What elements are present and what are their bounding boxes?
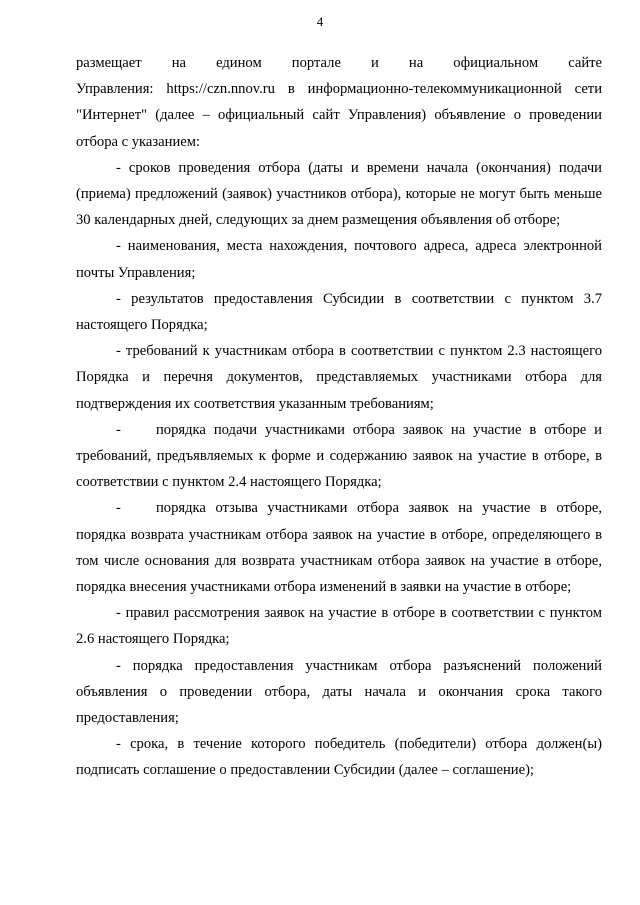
paragraph-agreement-deadline: - срока, в течение которого победитель (победители) отбора должен(ы) подписать соглашение о предоставлении Субсидии (далее – соглашение); — [76, 736, 602, 779]
paragraph-clarifications: - порядка предоставления участникам отбора разъяснений положений объявления о проведении отбора, даты начала и окончания срока такого предоставления; — [76, 657, 602, 727]
paragraph-withdrawal-order — [76, 495, 602, 600]
paragraph-submission-order — [76, 417, 602, 496]
paragraph-intro: Управления: https://czn.nnov.ru в информационно-телекоммуникационной сети "Интернет" (далее – официальный сайт Управления) объявление о проведении отбора с указанием: — [76, 81, 602, 150]
paragraph-results: - результатов предоставления Субсидии в соответствии с пунктом 3.7 настоящего Порядка; — [76, 290, 602, 334]
paragraph-deadlines: - сроков проведения отбора (даты и времени начала (окончания) подачи (приема) предложений (заявок) участников отбора), которые не могут быть меньше 30 календарных дней, следующих за днем размещения объявления об отборе; — [76, 159, 602, 229]
paragraph-text: порядка подачи участниками отбора заявок на участие в отборе и требований, предъявляемых к форме и содержанию заявок на участие в отборе, в соответствии с пунктом 2.4 настоящего Порядка; — [76, 421, 602, 491]
document-body — [76, 50, 602, 784]
first-line: размещает на едином портале и на официальном сайте — [76, 55, 602, 71]
paragraph-text: порядка отзыва участниками отбора заявок на участие в отборе, порядка возврата участникам отбора заявок на участие в отборе, определяющего в том числе основания для возврата участникам отбора заявок на участие в отборе, порядка внесения участниками отбора изменений в заявки на участие в отборе; — [76, 500, 602, 596]
paragraph-review-rules: - правил рассмотрения заявок на участие в отборе в соответствии с пунктом 2.6 настоящего Порядка; — [76, 605, 602, 648]
page-number: 4 — [316, 14, 324, 29]
list-dash: - — [116, 421, 121, 438]
list-dash: - — [116, 500, 121, 517]
paragraph-name-address: - наименования, места нахождения, почтового адреса, адреса электронной почты Управления; — [76, 238, 602, 281]
paragraph-requirements: - требований к участникам отбора в соответствии с пунктом 2.3 настоящего Порядка и перечня документов, представляемых участниками отбора для подтверждения их соответствия указанным требованиям; — [76, 343, 602, 412]
